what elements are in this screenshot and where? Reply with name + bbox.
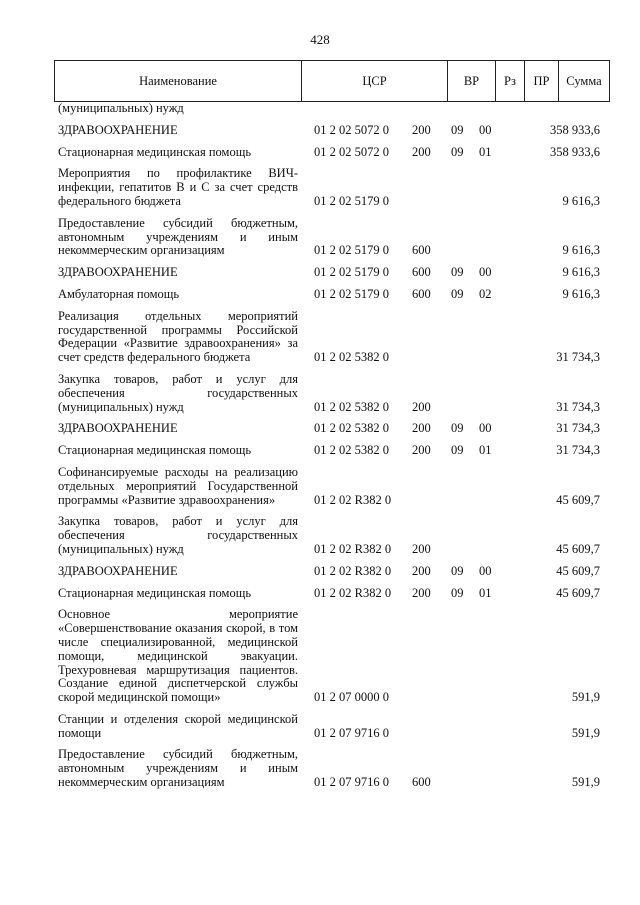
header-name: Наименование (139, 73, 217, 88)
row-sum: 45 609,7 (556, 541, 600, 556)
row-vr: 600 (412, 775, 431, 790)
table-row (0, 310, 640, 365)
row-csr: 01 2 02 5072 0 (314, 122, 389, 137)
row-vr: 600 (412, 243, 431, 258)
row-name: ЗДРАВООХРАНЕНИЕ (58, 122, 178, 137)
row-csr: 01 2 02 R382 0 (314, 492, 392, 507)
row-name: Закупка товаров, работ и услуг для обеспечения государственных (муниципальных) нужд (58, 514, 298, 556)
row-pr: 01 (479, 144, 492, 159)
table-row (0, 565, 640, 579)
table-row (0, 373, 640, 414)
row-csr: 01 2 02 5382 0 (314, 399, 389, 414)
row-pr: 00 (479, 421, 492, 436)
row-csr: 01 2 07 9716 0 (314, 775, 389, 790)
row-rz: 09 (451, 421, 464, 436)
row-sum: 591,9 (571, 725, 600, 740)
row-name: Софинансируемые расходы на реализацию отдельных мероприятий Государственной программы «Развитие здравоохранения» (58, 464, 298, 507)
row-vr: 200 (412, 563, 431, 578)
row-sum: 45 609,7 (556, 492, 600, 507)
row-vr: 600 (412, 265, 431, 280)
row-vr: 200 (412, 585, 431, 600)
row-name: Стационарная медицинская помощь (58, 585, 252, 600)
row-rz: 09 (451, 265, 464, 280)
row-rz: 09 (451, 144, 464, 159)
row-sum: 358 933,6 (550, 144, 600, 159)
header-csr: ЦСР (301, 61, 447, 101)
header-sum: Сумма (558, 61, 609, 101)
table-row (0, 217, 640, 258)
row-csr: 01 2 02 5382 0 (314, 350, 389, 365)
row-sum: 591,9 (571, 775, 600, 790)
row-rz: 09 (451, 286, 464, 301)
table-row (0, 587, 640, 601)
row-name: Предоставление субсидий бюджетным, автономным учреждениям и иным некоммерческим организациям (58, 215, 298, 258)
table-row (0, 102, 640, 116)
row-rz: 09 (451, 585, 464, 600)
table-body (0, 102, 640, 790)
table-row (0, 444, 640, 458)
row-csr: 01 2 02 5179 0 (314, 243, 389, 258)
row-sum: 45 609,7 (556, 585, 600, 600)
row-csr: 01 2 02 R382 0 (314, 563, 392, 578)
row-sum: 45 609,7 (556, 563, 600, 578)
row-pr: 00 (479, 265, 492, 280)
table-row (0, 422, 640, 436)
row-csr: 01 2 02 5382 0 (314, 421, 389, 436)
row-rz: 09 (451, 443, 464, 458)
header-vr: ВР (447, 61, 495, 101)
row-pr: 02 (479, 286, 492, 301)
table-row (0, 713, 640, 741)
row-name: ЗДРАВООХРАНЕНИЕ (58, 563, 178, 578)
row-name: Реализация отдельных мероприятий государственной программы Российской Федерации «Развитие здравоохранения» за счет средств федерального бюджета (58, 308, 298, 365)
row-csr: 01 2 02 R382 0 (314, 541, 392, 556)
row-sum: 9 616,3 (562, 193, 600, 208)
table-row (0, 146, 640, 160)
row-name: Предоставление субсидий бюджетным, автономным учреждениям и иным некоммерческим организациям (58, 747, 298, 790)
table-row (0, 608, 640, 705)
row-name: Основное мероприятие «Совершенствование оказания скорой, в том числе специализированной, медицинской помощи, медицинской эвакуации. Трехуровневая маршрутизация пациентов. Создание единой диспетчерской службы скорой медицинской помощи» (58, 607, 298, 705)
row-vr: 600 (412, 286, 431, 301)
row-pr: 01 (479, 443, 492, 458)
table-header (54, 60, 610, 102)
header-pr: ПР (524, 61, 558, 101)
row-sum: 591,9 (571, 690, 600, 705)
table-row (0, 466, 640, 507)
row-vr: 200 (412, 421, 431, 436)
row-csr: 01 2 02 R382 0 (314, 585, 392, 600)
row-csr: 01 2 02 5382 0 (314, 443, 389, 458)
row-csr: 01 2 02 5179 0 (314, 286, 389, 301)
row-sum: 9 616,3 (562, 286, 600, 301)
row-pr: 01 (479, 585, 492, 600)
row-vr: 200 (412, 144, 431, 159)
row-name: ЗДРАВООХРАНЕНИЕ (58, 265, 178, 280)
row-csr: 01 2 02 5072 0 (314, 144, 389, 159)
row-sum: 31 734,3 (556, 399, 600, 414)
row-csr: 01 2 07 9716 0 (314, 725, 389, 740)
table-row (0, 124, 640, 138)
row-name: (муниципальных) нужд (58, 101, 184, 115)
row-pr: 00 (479, 563, 492, 578)
table-row (0, 515, 640, 556)
row-sum: 9 616,3 (562, 243, 600, 258)
table-row (0, 266, 640, 280)
row-name: ЗДРАВООХРАНЕНИЕ (58, 421, 178, 436)
table-row (0, 748, 640, 789)
row-rz: 09 (451, 122, 464, 137)
row-vr: 200 (412, 122, 431, 137)
table-row (0, 167, 640, 208)
page-number: 428 (310, 32, 330, 47)
row-name: Станции и отделения скорой медицинской помощи (58, 711, 298, 740)
header-rz: Рз (495, 61, 524, 101)
row-sum: 9 616,3 (562, 265, 600, 280)
row-pr: 00 (479, 122, 492, 137)
row-vr: 200 (412, 399, 431, 414)
row-sum: 358 933,6 (550, 122, 600, 137)
row-name: Стационарная медицинская помощь (58, 144, 252, 159)
row-name: Стационарная медицинская помощь (58, 443, 252, 458)
row-sum: 31 734,3 (556, 421, 600, 436)
row-name: Закупка товаров, работ и услуг для обеспечения государственных (муниципальных) нужд (58, 371, 298, 414)
table-row (0, 288, 640, 302)
row-csr: 01 2 02 5179 0 (314, 265, 389, 280)
row-csr: 01 2 07 0000 0 (314, 690, 389, 705)
row-sum: 31 734,3 (556, 443, 600, 458)
row-name: Амбулаторная помощь (58, 286, 180, 301)
row-vr: 200 (412, 541, 431, 556)
row-sum: 31 734,3 (556, 350, 600, 365)
row-name: Мероприятия по профилактике ВИЧ-инфекции, гепатитов В и С за счет средств федерального бюджета (58, 166, 298, 208)
row-csr: 01 2 02 5179 0 (314, 193, 389, 208)
row-rz: 09 (451, 563, 464, 578)
row-vr: 200 (412, 443, 431, 458)
